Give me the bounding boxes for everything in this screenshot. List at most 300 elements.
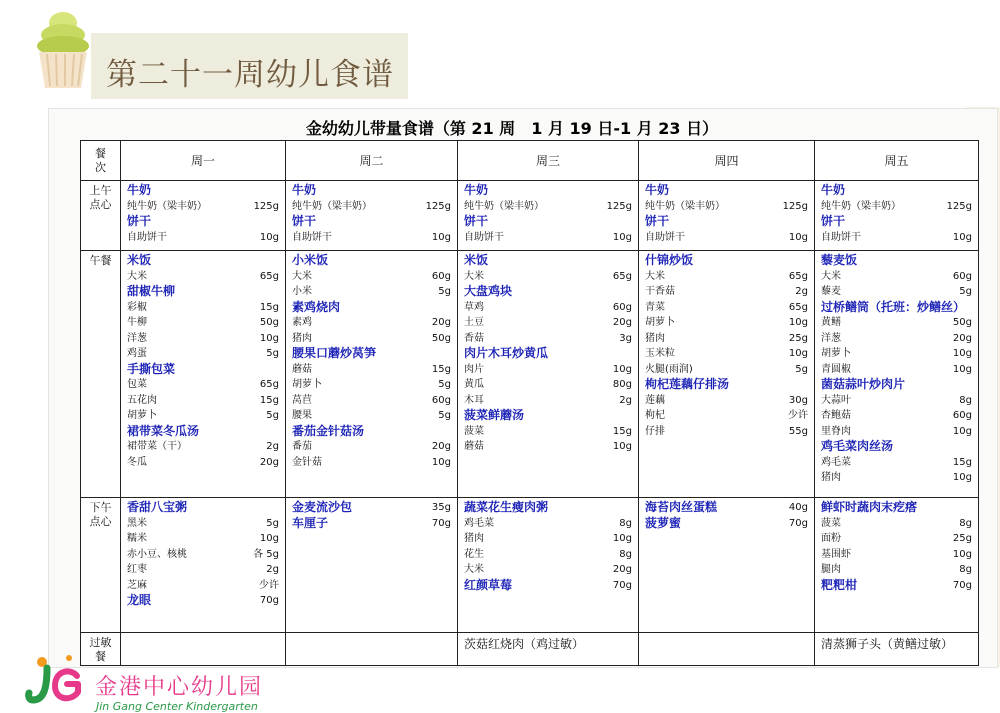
menu-cell	[639, 251, 815, 498]
meal-row	[81, 181, 979, 251]
ingredient	[821, 408, 972, 424]
ingredient	[292, 269, 451, 285]
ingredient-name: 大蒜叶	[821, 394, 851, 406]
ingredient	[127, 377, 279, 393]
ingredient	[464, 562, 632, 578]
ingredient-name: 干香菇	[645, 286, 675, 297]
dish-name: 鸡毛菜肉丝汤	[821, 439, 894, 453]
quantity: 80g	[612, 379, 632, 390]
ingredient	[645, 300, 808, 316]
ingredient-name: 素鸡	[292, 317, 312, 328]
quantity: 10g	[612, 441, 632, 452]
meal-header: 餐 次	[81, 141, 121, 181]
quantity: 10g	[259, 231, 279, 243]
ingredient	[127, 455, 279, 471]
ingredient	[645, 284, 808, 300]
ingredient	[464, 362, 632, 378]
ingredient	[127, 331, 279, 347]
ingredient-name: 鸡蛋	[127, 348, 147, 359]
weekly-menu-table	[80, 140, 979, 666]
meal-label: 过敏 餐	[89, 636, 112, 663]
quantity: 3g	[619, 332, 632, 344]
school-logo-icon	[25, 650, 85, 710]
quantity: 5g	[266, 348, 279, 359]
ingredient	[127, 230, 279, 246]
quantity: 70g	[952, 579, 972, 591]
header-row	[81, 141, 979, 181]
quantity: 10g	[952, 472, 972, 483]
ingredient-name: 青圆椒	[821, 363, 851, 375]
dish-name	[127, 593, 279, 609]
ingredient-name: 莲藕	[645, 394, 665, 406]
ingredient	[821, 516, 972, 532]
ingredient	[645, 346, 808, 362]
ingredient-name: 腿肉	[821, 564, 841, 575]
ingredient	[292, 362, 451, 378]
quantity: 10g	[952, 363, 972, 375]
quantity: 25g	[788, 332, 808, 344]
ingredient	[292, 393, 451, 409]
ingredient-name: 胡萝卜	[645, 317, 675, 328]
quantity: 2g	[795, 286, 808, 297]
quantity: 10g	[259, 533, 279, 544]
ingredient-name: 鸡毛菜	[464, 517, 494, 529]
quantity: 20g	[952, 332, 972, 344]
meal-label: 下午 点心	[89, 501, 112, 528]
dish-label: 龙眼	[127, 593, 152, 607]
dish-name: 素鸡烧肉	[292, 299, 341, 314]
ingredient-name: 彩椒	[127, 301, 147, 313]
ingredient-name: 玉米粒	[645, 348, 675, 359]
ingredient	[127, 547, 279, 563]
quantity: 15g	[259, 301, 279, 313]
dish-name: 饼干	[645, 214, 670, 228]
ingredient	[127, 531, 279, 547]
quantity: 5g	[438, 286, 451, 297]
quantity: 2g	[266, 441, 279, 452]
quantity: 10g	[788, 348, 808, 359]
dish-label: 海苔肉丝蛋糕	[645, 500, 718, 514]
dish-name	[645, 500, 808, 516]
ingredient	[127, 516, 279, 532]
quantity: 10g	[259, 332, 279, 344]
ingredient-name: 黄鳝	[821, 317, 841, 328]
quantity: 10g	[952, 231, 972, 243]
ingredient-name: 大米	[127, 270, 147, 282]
quantity: 70g	[788, 517, 808, 529]
ingredient	[464, 531, 632, 547]
dish-name: 饼干	[464, 214, 489, 228]
ingredient	[464, 439, 632, 455]
quantity: 70g	[612, 579, 632, 591]
ingredient	[127, 562, 279, 578]
ingredient	[292, 331, 451, 347]
ingredient	[645, 269, 808, 285]
ingredient-name: 包菜	[127, 379, 147, 390]
allergy-note: 茨菇红烧肉（鸡过敏）	[464, 637, 585, 651]
quantity: 35g	[431, 502, 451, 513]
document-title: 金幼幼儿带量食谱（第 21 周 1 月 19 日-1 月 23 日）	[305, 119, 719, 138]
ingredient-name: 猪肉	[821, 472, 841, 483]
menu-cell	[121, 498, 286, 633]
ingredient-name: 猪肉	[645, 332, 665, 344]
dish-name	[292, 500, 451, 516]
dish-name: 裙带菜冬瓜汤	[127, 423, 200, 438]
quantity: 20g	[259, 456, 279, 468]
dish-name: 什锦炒饭	[645, 253, 694, 267]
ingredient	[127, 199, 279, 215]
quantity: 70g	[431, 517, 451, 529]
school-english-name: Jin Gang Center Kindergarten	[96, 700, 258, 713]
quantity: 10g	[788, 317, 808, 328]
ingredient-name: 自助饼干	[127, 231, 167, 243]
quantity: 15g	[431, 363, 451, 375]
quantity: 125g	[606, 200, 632, 212]
meal-label: 午餐	[89, 254, 112, 267]
ingredient-name: 纯牛奶（梁丰奶）	[292, 200, 372, 212]
ingredient-name: 胡萝卜	[127, 410, 157, 421]
ingredient-name: 纯牛奶（梁丰奶）	[464, 200, 544, 212]
quantity: 55g	[788, 425, 808, 437]
day-header: 周五	[815, 141, 979, 181]
ingredient-name: 洋葱	[127, 332, 147, 344]
ingredient	[821, 199, 972, 215]
ingredient-name: 红枣	[127, 564, 147, 575]
quantity: 125g	[946, 200, 972, 212]
ingredient-name: 藜麦	[821, 286, 841, 297]
ingredient	[292, 408, 451, 424]
allergy-note	[286, 633, 457, 635]
menu-cell	[121, 181, 286, 251]
school-name: 金港中心幼儿园	[95, 675, 264, 700]
ingredient	[821, 531, 972, 547]
ingredient-name: 香菇	[464, 332, 484, 344]
dish-name: 鲜虾时蔬肉末疙瘩	[821, 500, 918, 514]
ingredient-name: 糯米	[127, 533, 147, 544]
ingredient-name: 纯牛奶（梁丰奶）	[127, 200, 207, 212]
ingredient	[292, 377, 451, 393]
ingredient-name: 胡萝卜	[821, 348, 851, 359]
quantity: 15g	[952, 456, 972, 468]
quantity: 8g	[959, 394, 972, 406]
quantity: 60g	[952, 410, 972, 421]
ingredient-name: 菠菜	[464, 425, 484, 437]
dish-name: 过桥鳝筒（托班：炒鳝丝）	[821, 299, 966, 314]
quantity: 125g	[782, 200, 808, 212]
dish-label: 车厘子	[292, 515, 329, 530]
ingredient-name: 肉片	[464, 363, 484, 375]
dish-name: 香甜八宝粥	[127, 500, 188, 514]
ingredient-name: 小米	[292, 286, 312, 297]
quantity: 2g	[266, 564, 279, 575]
ingredient-name: 猪肉	[464, 533, 484, 544]
quantity: 10g	[952, 348, 972, 359]
ingredient-name: 胡萝卜	[292, 379, 322, 390]
quantity: 少许	[788, 410, 808, 421]
ingredient	[292, 455, 451, 471]
dish-name: 肉片木耳炒黄瓜	[464, 346, 549, 360]
ingredient	[645, 362, 808, 378]
quantity: 65g	[612, 270, 632, 282]
dish-name: 牛奶	[645, 183, 670, 197]
ingredient	[645, 331, 808, 347]
dish-label: 红颜草莓	[464, 577, 513, 592]
ingredient	[127, 578, 279, 594]
dish-name	[464, 578, 632, 594]
ingredient-name: 大米	[464, 564, 484, 575]
quantity: 40g	[788, 502, 808, 513]
ingredient	[645, 230, 808, 246]
ingredient-name: 土豆	[464, 317, 484, 328]
meal-row	[81, 498, 979, 633]
menu-cell	[815, 251, 979, 498]
quantity: 5g	[438, 379, 451, 390]
quantity: 65g	[788, 301, 808, 313]
ingredient	[821, 424, 972, 440]
ingredient-name: 自助饼干	[821, 231, 861, 243]
quantity: 各 5g	[253, 548, 279, 560]
allergy-note	[121, 633, 285, 635]
ingredient	[292, 199, 451, 215]
ingredient-name: 火腿(雨润)	[645, 363, 693, 375]
ingredient-name: 基围虾	[821, 548, 851, 560]
dish-name: 甜椒牛柳	[127, 284, 176, 298]
meal-label: 上午 点心	[89, 184, 112, 211]
ingredient-name: 冬瓜	[127, 456, 147, 468]
quantity: 60g	[431, 270, 451, 282]
ingredient-name: 番茄	[292, 441, 312, 452]
ingredient-name: 赤小豆、核桃	[127, 548, 187, 560]
menu-cell	[639, 181, 815, 251]
ingredient	[127, 439, 279, 455]
quantity: 20g	[431, 317, 451, 328]
dish-label: 粑粑柑	[821, 577, 858, 592]
dish-name: 米饭	[127, 253, 152, 267]
ingredient	[292, 230, 451, 246]
dish-name: 牛奶	[292, 183, 317, 197]
meal-row	[81, 251, 979, 498]
dish-name: 米饭	[464, 253, 489, 267]
ingredient	[464, 315, 632, 331]
quantity: 125g	[425, 200, 451, 212]
allergy-note: 清蒸狮子头（黄鳝过敏）	[821, 637, 954, 651]
ingredient-name: 蘑菇	[292, 363, 312, 375]
ingredient	[127, 346, 279, 362]
quantity: 65g	[788, 270, 808, 282]
dish-name: 枸杞莲藕仔排汤	[645, 377, 730, 391]
ingredient-name: 木耳	[464, 394, 484, 406]
quantity: 50g	[952, 317, 972, 328]
dish-name: 菌菇蒜叶炒肉片	[821, 377, 906, 391]
quantity: 5g	[266, 517, 279, 529]
menu-cell	[458, 498, 639, 633]
ingredient-name: 枸杞	[645, 410, 665, 421]
ingredient	[464, 199, 632, 215]
ingredient-name: 自助饼干	[645, 231, 685, 243]
quantity: 10g	[431, 456, 451, 468]
ingredient	[821, 362, 972, 378]
ingredient	[127, 315, 279, 331]
ingredient-name: 鸡毛菜	[821, 456, 851, 468]
ingredient	[292, 284, 451, 300]
ingredient	[127, 408, 279, 424]
menu-cell	[286, 498, 458, 633]
ingredient	[645, 315, 808, 331]
ingredient-name: 裙带菜（干）	[127, 441, 187, 452]
quantity: 30g	[788, 394, 808, 406]
ingredient	[464, 547, 632, 563]
ingredient-name: 自助饼干	[292, 231, 332, 243]
quantity: 8g	[959, 517, 972, 529]
quantity: 50g	[259, 317, 279, 328]
dish-name: 牛奶	[464, 183, 489, 197]
ingredient	[292, 315, 451, 331]
quantity: 20g	[612, 317, 632, 328]
ingredient	[821, 470, 972, 486]
quantity: 10g	[788, 231, 808, 243]
ingredient-name: 大米	[821, 270, 841, 282]
ingredient-name: 自助饼干	[464, 231, 504, 243]
menu-cell	[639, 498, 815, 633]
ingredient	[821, 315, 972, 331]
ingredient-name: 五花肉	[127, 394, 157, 406]
ingredient-name: 牛柳	[127, 317, 147, 328]
ingredient	[821, 230, 972, 246]
ingredient-name: 猪肉	[292, 332, 312, 344]
dish-name: 蔬菜花生瘦肉粥	[464, 500, 549, 514]
ingredient-name: 青菜	[645, 301, 665, 313]
cupcake-icon	[34, 8, 92, 90]
quantity: 60g	[431, 394, 451, 406]
menu-cell	[815, 181, 979, 251]
ingredient	[464, 516, 632, 532]
menu-cell	[286, 181, 458, 251]
dish-name	[645, 516, 808, 532]
menu-cell	[286, 251, 458, 498]
dish-name: 手撕包菜	[127, 361, 176, 376]
ingredient	[821, 547, 972, 563]
quantity: 8g	[619, 517, 632, 529]
ingredient	[464, 300, 632, 316]
ingredient	[464, 331, 632, 347]
menu-cell	[458, 181, 639, 251]
quantity: 10g	[612, 363, 632, 375]
day-header: 周三	[458, 141, 639, 181]
menu-cell	[121, 251, 286, 498]
ingredient-name: 大米	[464, 270, 484, 282]
quantity: 10g	[612, 231, 632, 243]
allergy-row	[81, 633, 979, 666]
ingredient	[127, 393, 279, 409]
ingredient-name: 黑米	[127, 517, 147, 529]
ingredient	[821, 346, 972, 362]
ingredient	[464, 269, 632, 285]
ingredient-name: 花生	[464, 548, 484, 560]
quantity: 65g	[259, 270, 279, 282]
dish-label: 金麦流沙包	[292, 500, 353, 514]
ingredient	[821, 562, 972, 578]
ingredient-name: 洋葱	[821, 332, 841, 344]
day-header: 周四	[639, 141, 815, 181]
ingredient	[292, 439, 451, 455]
ingredient-name: 腰果	[292, 410, 312, 421]
ingredient-name: 黄瓜	[464, 379, 484, 390]
quantity: 2g	[619, 394, 632, 406]
dish-name: 菠菜鲜蘑汤	[464, 408, 525, 422]
dish-name: 大盘鸡块	[464, 284, 513, 298]
ingredient-name: 草鸡	[464, 301, 484, 313]
ingredient	[645, 199, 808, 215]
dish-name: 小米饭	[292, 253, 329, 267]
ingredient	[464, 230, 632, 246]
quantity: 8g	[619, 548, 632, 560]
ingredient-name: 菠菜	[821, 517, 841, 529]
quantity: 10g	[431, 231, 451, 243]
ingredient	[645, 393, 808, 409]
allergy-note	[639, 633, 814, 635]
ingredient-name: 面粉	[821, 533, 841, 544]
dish-name: 藜麦饭	[821, 253, 858, 267]
quantity: 20g	[431, 441, 451, 452]
ingredient-name: 大米	[645, 270, 665, 282]
dish-name: 饼干	[292, 214, 317, 228]
day-header: 周二	[286, 141, 458, 181]
ingredient	[464, 393, 632, 409]
quantity: 5g	[266, 410, 279, 421]
day-header: 周一	[121, 141, 286, 181]
quantity: 少许	[259, 579, 279, 591]
ingredient	[821, 331, 972, 347]
quantity: 10g	[952, 548, 972, 560]
quantity: 5g	[959, 286, 972, 297]
ingredient-name: 大米	[292, 270, 312, 282]
ingredient-name: 杏鲍菇	[821, 410, 851, 421]
ingredient	[464, 377, 632, 393]
dish-name: 饼干	[821, 214, 846, 228]
ingredient	[821, 269, 972, 285]
quantity: 65g	[259, 379, 279, 390]
dish-name	[821, 578, 972, 594]
quantity: 10g	[952, 425, 972, 437]
ingredient-name: 纯牛奶（梁丰奶）	[645, 200, 725, 212]
ingredient	[821, 455, 972, 471]
quantity: 125g	[253, 200, 279, 212]
quantity: 15g	[612, 425, 632, 437]
ingredient-name: 仔排	[645, 425, 665, 437]
dish-name	[292, 516, 451, 532]
ingredient-name: 芝麻	[127, 579, 147, 591]
quantity: 5g	[795, 363, 808, 375]
quantity: 25g	[952, 533, 972, 544]
quantity: 8g	[959, 564, 972, 575]
ingredient	[464, 424, 632, 440]
dish-name: 饼干	[127, 214, 152, 228]
quantity: 5g	[438, 410, 451, 421]
ingredient	[127, 269, 279, 285]
ingredient-name: 蘑菇	[464, 441, 484, 452]
ingredient	[821, 284, 972, 300]
ingredient	[645, 424, 808, 440]
dish-label: 菠萝蜜	[645, 515, 682, 530]
ingredient	[821, 393, 972, 409]
ingredient	[645, 408, 808, 424]
ingredient-name: 纯牛奶（梁丰奶）	[821, 200, 901, 212]
quantity: 15g	[259, 394, 279, 406]
quantity: 50g	[431, 332, 451, 344]
menu-cell	[458, 251, 639, 498]
ingredient-name: 里脊肉	[821, 425, 851, 437]
quantity: 20g	[612, 564, 632, 575]
